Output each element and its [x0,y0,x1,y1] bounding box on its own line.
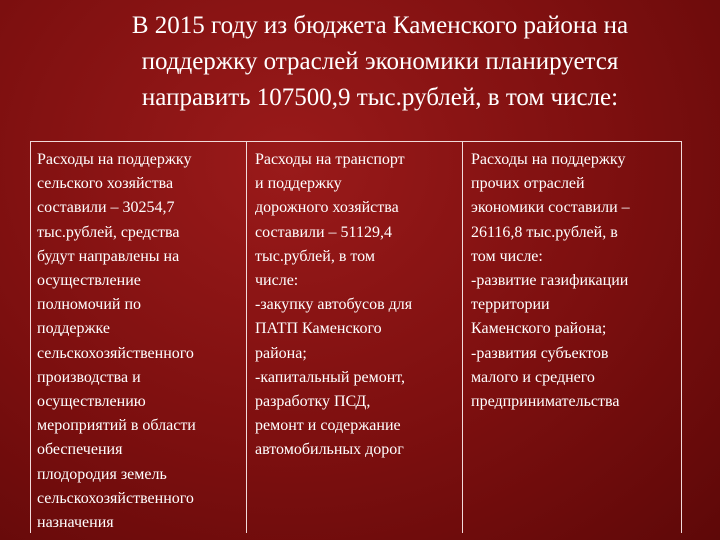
cell-line: сельскохозяйственного [37,344,194,362]
cell-line: экономики составили – [471,199,630,217]
cell-line: Расходы на поддержку [471,151,626,168]
cell-line: автомобильных дорог [255,441,404,459]
agriculture-expenses-cell [31,142,246,533]
expenses-table [30,141,682,533]
cell-line: осуществление [37,272,141,290]
cell-line: производства и [37,368,141,386]
cell-line: тыс.рублей, в том [255,247,375,265]
cell-line: сельскохозяйственного [37,489,194,507]
cell-line: и поддержку [255,175,342,193]
cell-line: тыс.рублей, средства [37,223,180,241]
cell-line: поддержке [37,320,111,338]
cell-line: числе: [255,272,299,290]
cell-line: дорожного хозяйства [255,199,399,217]
cell-line: предпринимательства [471,393,620,411]
cell-line: территории [471,296,550,314]
cell-line: -капитальный ремонт, [255,368,406,386]
cell-line: ПАТП Каменского [255,320,382,338]
cell-line: Расходы на поддержку [37,151,192,168]
cell-line: -развития субъектов [471,344,609,362]
cell-line: составили – 51129,4 [255,223,392,241]
cell-line: -закупку автобусов для [255,296,413,314]
cell-line: составили – 30254,7 [37,199,175,217]
cell-line: малого и среднего [471,368,595,386]
transport-expenses-cell [246,142,462,533]
cell-line: района; [255,344,307,362]
title-line: направить 107500,9 тыс.рублей, в том числе: [141,84,619,111]
cell-line: Каменского района; [471,320,607,338]
slide-title [60,8,700,116]
cell-line: сельского хозяйства [37,175,174,193]
cell-line: будут направлены на [37,247,180,265]
cell-line: обеспечения [37,441,123,459]
cell-line: разработку ПСД, [255,393,371,411]
cell-line: прочих отраслей [471,175,585,193]
cell-line: мероприятий в области [37,417,196,435]
title-line: В 2015 году из бюджета Каменского района на [131,12,629,39]
cell-line: плодородия земель [37,465,167,483]
cell-line: Расходы на транспорт [255,151,405,168]
cell-line: ремонт и содержание [255,417,401,435]
cell-line: -развитие газификации [471,272,629,290]
cell-line: назначения [37,514,114,532]
title-line: поддержку отраслей экономики планируется [141,48,619,75]
cell-line: осуществлению [37,393,146,411]
cell-line: 26116,8 тыс.рублей, в [471,223,618,241]
cell-line: полномочий по [37,296,142,314]
other-sectors-expenses-cell [462,142,680,533]
cell-line: том числе: [471,247,543,265]
